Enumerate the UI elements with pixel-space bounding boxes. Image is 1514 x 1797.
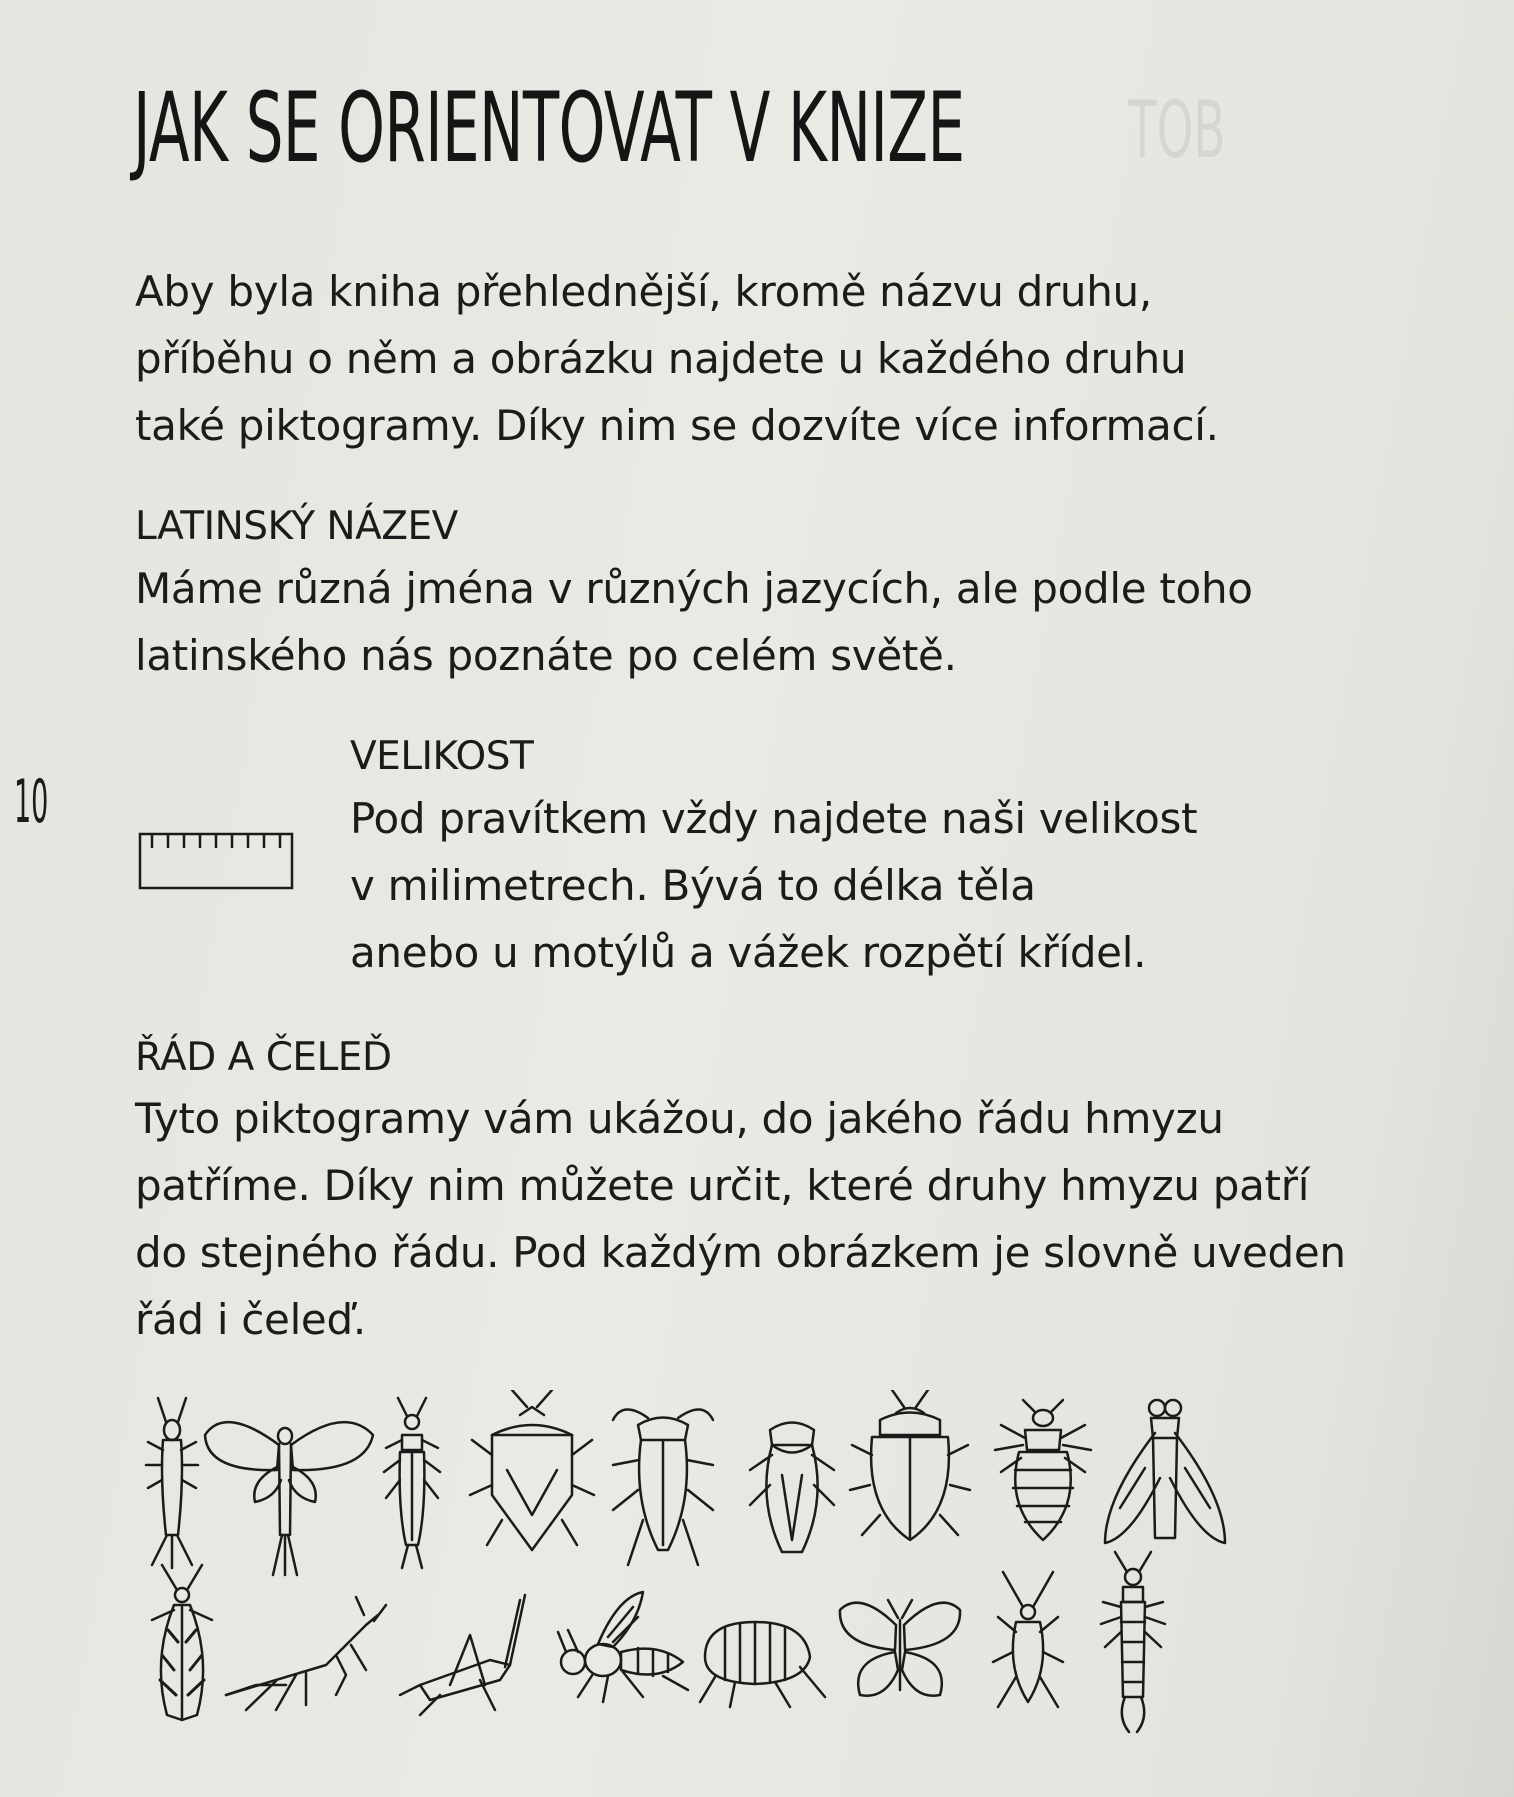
bleed-through-text: ТОВ — [1128, 86, 1226, 176]
order-family-paragraph — [135, 1085, 1346, 1353]
insect-order-icons — [140, 1390, 1340, 1740]
latin-name-paragraph — [135, 555, 1253, 689]
beetle-icon — [850, 1390, 970, 1540]
order-line: do stejného řádu. Pod každým obrázkem je slovně uveden — [135, 1228, 1346, 1277]
bee-icon — [558, 1592, 688, 1702]
aphid-icon — [993, 1572, 1063, 1707]
caddisfly-icon — [152, 1565, 212, 1720]
mantis-icon — [226, 1597, 386, 1710]
louse-icon — [995, 1400, 1091, 1540]
intro-line: Aby byla kniha přehlednější, kromě názvu druhu, — [135, 267, 1152, 316]
grasshopper-icon — [400, 1595, 525, 1715]
size-line: Pod pravítkem vždy najdete naši velikost — [350, 794, 1198, 843]
order-family-heading: ŘÁD A ČELEĎ — [135, 1035, 392, 1080]
stonefly-icon — [384, 1398, 440, 1568]
size-line: v milimetrech. Bývá to délka těla — [350, 861, 1036, 910]
size-paragraph — [350, 785, 1197, 986]
latin-name-heading: LATINSKÝ NÁZEV — [135, 504, 458, 549]
order-line: patříme. Díky nim můžete určit, které druhy hmyzu patří — [135, 1161, 1310, 1210]
order-line: Tyto piktogramy vám ukážou, do jakého řádu hmyzu — [135, 1094, 1224, 1143]
cicada-icon — [750, 1423, 834, 1553]
page-number: 10 — [14, 767, 49, 837]
size-heading: VELIKOST — [350, 734, 534, 779]
cockroach-icon — [613, 1409, 713, 1565]
mayfly-icon — [205, 1422, 373, 1575]
intro-line: příběhu o něm a obrázku najdete u každého druhu — [135, 334, 1187, 383]
fly-icon — [1105, 1400, 1225, 1543]
size-line: anebo u motýlů a vážek rozpětí křídel. — [350, 928, 1147, 977]
butterfly-icon — [840, 1600, 960, 1696]
intro-paragraph — [135, 258, 1219, 459]
shieldbug-icon — [470, 1390, 594, 1550]
latin-line: Máme různá jména v různých jazycích, ale podle toho — [135, 564, 1253, 613]
order-line: řád i čeleď. — [135, 1295, 366, 1344]
ruler-icon — [138, 832, 298, 892]
silverfish-icon — [146, 1398, 198, 1568]
page-title: JAK SE ORIENTOVAT V KNIZE — [133, 72, 965, 184]
earwig-icon — [1101, 1552, 1165, 1732]
intro-line: také piktogramy. Díky nim se dozvíte více informací. — [135, 401, 1219, 450]
latin-line: latinského nás poznáte po celém světě. — [135, 631, 957, 680]
flea-icon — [700, 1622, 825, 1707]
